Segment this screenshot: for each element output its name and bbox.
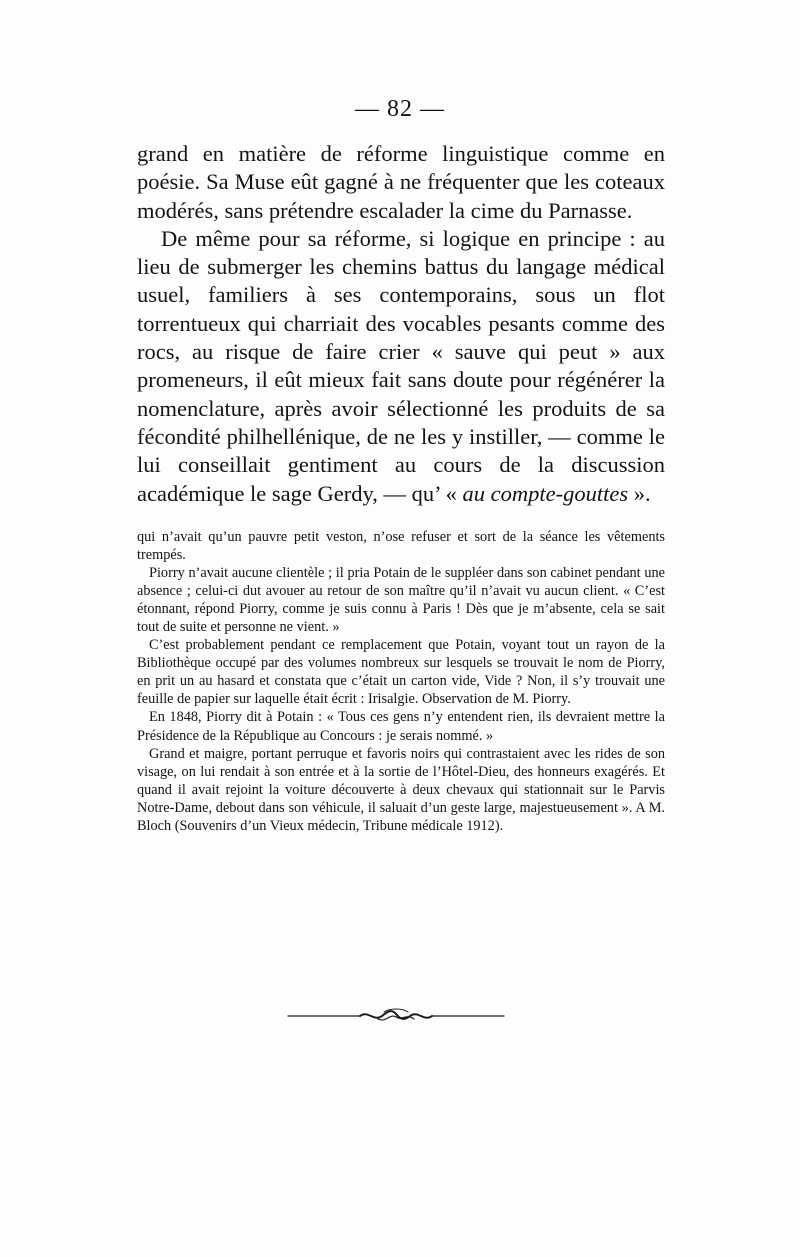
italic-phrase: au compte-gouttes — [462, 480, 629, 506]
footnote-paragraph-4: En 1848, Piorry dit à Potain : « Tous ces gens n’y entendent rien, ils devraient mettre la Présidence de la République au Concours : je serais nommé. » — [137, 709, 665, 744]
page-number: — 82 — — [355, 96, 445, 122]
main-paragraph-2-text: De même pour sa réforme, si logique en principe : au lieu de submerger les chemins battus du langage médical usuel, familiers à ses contemporains, sous un flot torrentueux qui charriait des vocables pesants comme des rocs, au risque de faire crier « sauve qui peut » aux promeneurs, il eût mieux fait sans doute pour régénérer la nomenclature, après avoir sélectionné les produits de sa fécondité philhellénique, de ne les y instiller, — comme le lui conseillait gentiment au cours de la discussion académique le sage Gerdy, — qu’ « — [137, 225, 665, 506]
main-text — [137, 140, 665, 508]
footnote-paragraph-5: Grand et maigre, portant perruque et favoris noirs qui contrastaient avec les rides de son visage, on lui rendait à son entrée et à la sortie de l’Hôtel-Dieu, des honneurs exagérés. Et quand il avait rejoint la voiture découverte à deux chevaux qui stationnait sur le Parvis Notre-Dame, debout dans son véhicule, il saluait d’un geste large, majestueusement ». A M. Bloch (Souvenirs d’un Vieux médecin, Tribune médicale 1912). — [137, 745, 665, 834]
footnote-paragraph-3: C’est probablement pendant ce remplacement que Potain, voyant tout un rayon de la Bibliothèque occupé par des volumes nombreux sur lesquels se trouvait le nom de Piorry, en prit un au hasard et constata que c’était un carton vide, Vide ? Non, il s’y trouvait une feuille de papier sur laquelle était écrit : Irisalgie. Observation de M. Piorry. — [137, 637, 665, 708]
main-paragraph-2-end: ». — [628, 480, 651, 506]
main-paragraph-2 — [137, 225, 665, 508]
tailpiece-ornament — [286, 1001, 506, 1029]
main-paragraph-1: grand en matière de réforme linguistique comme en poésie. Sa Muse eût gagné à ne fréquenter que les coteaux modérés, sans prétendre escalader la cime du Parnasse. — [137, 141, 665, 223]
footnote-paragraph-2: Piorry n’avait aucune clientèle ; il pria Potain de le suppléer dans son cabinet pendant une absence ; celui-ci dut avouer au retour de son maître qu’il n’avait vu aucun client. « C’est étonnant, répond Piorry, comme je suis connu à Paris ! Dès que je m’absente, cela se sait tout de suite et personne ne vient. » — [137, 565, 665, 636]
footnote-paragraph-1: qui n’avait qu’un pauvre petit veston, n’ose refuser et sort de la séance les vêtements trempés. — [137, 529, 665, 564]
footnote — [137, 528, 665, 835]
